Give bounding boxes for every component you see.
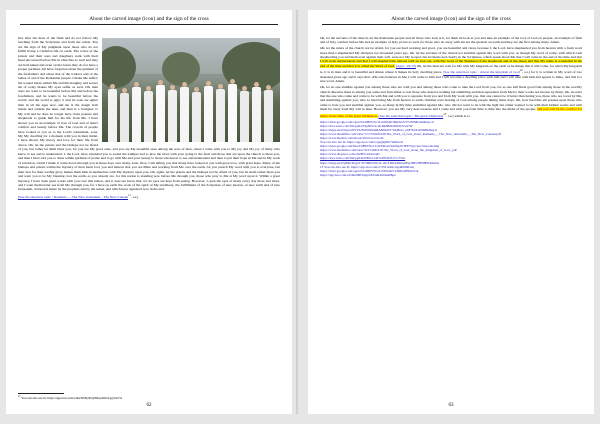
footnote-link[interactable]: https://www.mediafire.com/view/7cv572rmf1ddb/The_Word_of_God_about_Romania_-_The_New_Jerusalem_-_The_New_Canaan.pdf [320, 131, 501, 136]
footnote-marker: 13 [443, 111, 447, 116]
footnote [18, 395, 280, 400]
page-gutter [296, 10, 298, 414]
footnote-link[interactable]: https://drive.google.com/open?id=0B0VNo1LsWPknb3RKZnZvYVB5MUuk&usp=0 [320, 119, 434, 124]
see-reference [18, 193, 280, 200]
photo-person [156, 80, 165, 142]
scripture-reference[interactable]: (Apoc. 19:13) [395, 63, 416, 68]
footnote-link[interactable]: https://mega.nz/#!pBD1KQyY!105HR2rrNcsL-8GYDKZ4lDeuIEtq2BE2JHH8ERKhs9A [320, 160, 439, 165]
photo-person [144, 86, 153, 142]
paragraph-text: Oh, let no one stumble against you among those who are with you and among those who come to take the Lord from you, for as one still finds good fruit among those in the worldly church, likewise there is among you some bad fruit either to test those who deserve nothing but stumbling and then separation from Me by their works not known by many. Oh, in order that the one who came and come to be with Me and with you to separate from you and from My work with you, that one cannot be it better than hating you, those who are loved by Me, and stumbling against you, who so hard bring Me from heaven to earth, children sons bearing of God among people during these days. Oh, how hard this sin presses upon those who came to hate you and stumble against you, as many in My time stumbled against Me, who did not want to be with the light but rather wanted to be with their hidden works and with them far away from My will as man. However, you are My very dear treasure and I come and with you from time to time into the midst of the people, [320, 85, 582, 112]
footnote-link[interactable]: You can also see in: https://app.box.com/s/ajeglaj8427ndk3wzt [320, 140, 404, 145]
photo-person [120, 88, 129, 142]
footnote-link[interactable]: https://drive.google.com/file/d/0B0VNo1LsWPknaG5bnlSpdV3EEVIg/view?usp=sharing [320, 144, 440, 149]
photo-person [216, 84, 225, 142]
photo-tree [162, 52, 200, 86]
photo-person [132, 82, 141, 142]
footnote-link[interactable]: https://mega.nz/#!rbyxnXYYA!FeP0OhAIRA8N2dW7uK9bws_n6E7hbTOlSh8R4hQ-0 [320, 127, 437, 132]
page-header: About the carved image (icon) and the sign of the cross [391, 16, 511, 22]
footnote-link[interactable]: https://www.mediafire.com/view/3215/lx8r/L9f-7he_Word_of_God_about_the_Kingdom_of_God_.pdf [320, 148, 457, 153]
photo-tree [102, 46, 136, 88]
footnote-marker: 12 [519, 68, 523, 73]
footnote-link[interactable]: https://docs.zoho.com/file/pjm-bb5p6tf1a1c2b49e98e9a6261b5ced76c [320, 123, 414, 128]
paragraph-text: Oh, let the man not wait for Me with My kingdom on the earth as he things that it will come, for when My kingdom is, it is in man and it is beautiful and shines where it makes its holy dwelling place, [320, 63, 582, 75]
photo-person [168, 85, 177, 142]
footnote-link[interactable]: https://app.box.com/s/fz6ndt8tf32pip18rbn4l4w6m498pu [320, 172, 396, 177]
photo-person [108, 84, 117, 142]
header-rule [322, 24, 580, 25]
right-page [308, 10, 594, 414]
footnote-marker: 11 [128, 193, 131, 198]
footnote-link[interactable]: 13 You can also see in: https://app.box.com/s/7t531zd0o1ag4k0m9fadq [320, 164, 415, 169]
paragraph-text: , r.e.) for it is written in My word of two thousand years ago and it says that: «He who believes in Me, I will come to him and I will become a dwelling place with him and I will dine with him and appear to him», and this is a true word. Amen. [320, 70, 582, 84]
photo-person [252, 82, 261, 142]
page-number: 62 [146, 403, 152, 408]
left-page-body [18, 36, 280, 390]
right-page-body [320, 36, 582, 398]
page-number: 63 [448, 403, 454, 408]
photo-person [240, 86, 249, 142]
photo-person [180, 82, 189, 142]
footnote-number: 11 [18, 394, 21, 398]
photo-person [192, 87, 201, 142]
footnote-link[interactable]: https://docs.zoho.com/file/pp0d1n0651d1d47a3954fd517cc7541 [320, 156, 406, 161]
photo-person [264, 85, 273, 142]
left-page [6, 10, 292, 414]
highlighted-text: and you will be the comfort for many in the time of the great tribulation, [320, 107, 582, 118]
paragraph-text: , r.e.) which is to [446, 113, 470, 118]
header-rule [20, 24, 278, 25]
paragraph: live after the lusts of the flesh and do not follow My teaching from the Scriptures and from the saints. You are the sign of My judgment upon those who do not fulfill living a Christian life on earth. The wives of the priests and their sons and daughters walk with their head uncovered before Me in churches as well and they are half-naked and even on the bones they do not have a proper garment. All have forgotten about the garment of the forefathers and about that of the widows and of the ladies of old of the Romanian people. I make Me suffer; the wound burns within Me and this haughty and severe sin of today makes My eyes suffer as well. Oh, man does not want to be beautiful before Me and before the forefathers, and he wants to be beautiful before the world; and the world is ugly; it and its sons are uglier than in all the ages now, and sin is the dough both inside and outside the man, and man is a foreigner to My will and he does no longer have clean pasture and shepherds to guide him for his life from Me. I have shown you as an example of love of God and of man's comfort and beauty before Me. The crowds of people have looked at you as to the Lord's adornment, sons. My My dwelling for a moment with you in their midst, I have shown My mercy and love for their life from above. Oh, let the priests and the bishops not be afraid of you, but rather let them bless you, for you are My good ones, and you are My beautiful ones among the sons of men, when I come with you to My joy and My joy of many who know to see and to understand. I, the Lord, have extended you to sound the trumpet and to give the news with your going to the feast and those that are upon the church to bless you, and then I have told you to dress within garment of praise and to go with Me and your beauty to those who know to see and understand and then to put their hope in Me and in My work of salvation, which I make it come down through you in these days over many, sons. Now, I am telling you that many have looked at you with great love, with great hope. Many of the bishops and priests within the mystery of their heart love you and believe that you are Mine and working from Me over the earth, for you preach My word with you to everyone, but their fear for their earthly glory makes them hide in themselves with My mystery upon you. Oh, again, let the priests and the bishops not be afraid of you, but let them rather bless you and want you to be My blessing over the earth, as you already are, for this nation is standing now before Me through you, those who pray to Me at My word upon it. Within a great mystery, I have done great works with you over this nation, and it does not know that, for its eyes are kept from seeing. However, I open the eyes of many every day more and more, and I want them better see from Me through you, for I have on earth the work of the spirit of My testimony, the fulfillment of the Scriptures of new heaven, of new earth and of new Jerusalem, worked in times by the prophets and by the saints, and which have appeared now in the end. [18, 36, 280, 192]
page-header: About the carved image (icon) and the sign of the cross [89, 16, 209, 22]
footnote-links [320, 120, 582, 177]
paragraph: Oh, let the servants of the church, let the Romanian people and all those who look at it, let them all look at you and take an example of the love of God on people, an example of faith and of holy conduct before Me and an example of holy power as well, for those who do away with sin are the greatest on earth and they are the first among many. Amen. [320, 36, 582, 45]
footnote-link[interactable]: https://www.dropbox.com/s/9z8f2cxtbatrxpb/ [320, 152, 381, 157]
footnote-link[interactable]: https://www.hiaders.com/ebook/Word/wordcom [320, 135, 384, 140]
photo-person [204, 81, 213, 142]
paragraph-text: Oh, let the rulers of the church not be afraid, for you are hard working and good, you are beautiful and clean, because I, the Lord, have shepherded you from heaven with a fresh word more than I shepherded My disciples two thousand years ago. Oh, let the servants of the church not stumble against My word with you, as though My word of today, with which I am shepherding you and them even against their will, were not My Gospel, but let them read clearly in the Scriptures, which speak about Me that I will come in the end of the time and that [320, 46, 582, 59]
footnote-link[interactable]: https://drive.google.com/open?id=0B0VNo1LsWPknbVZJRIGIRNbUrUk [320, 168, 419, 173]
paragraph [320, 85, 582, 118]
photo-person [228, 79, 237, 142]
paragraph [320, 46, 582, 84]
footnote-text[interactable]: You can also see in: https://app.box.com/s/dk23fn8y5b9y8t9qa40tz3cgq5tlz7zs [21, 396, 123, 400]
selection-topic-link[interactable]: (See the selection topic : The great tribulation [378, 113, 444, 118]
selection-topic-link[interactable]: (See the selection topic : Romania — The New Jerusalem – The New Canaan [18, 195, 129, 200]
highlighted-text: I will work mysteriously and that I will shepherd the nations with an iron rod, with My word of the Shepherd of the shepherds and of the sheep and that My name is wonderful in the end of the time and that it is called the Word of God. [320, 59, 582, 68]
footnote-rule [18, 393, 64, 394]
reference-tail: , r.e.) [130, 195, 139, 200]
group-photo [102, 38, 280, 142]
selection-topic-link[interactable]: (See the selection topic : About the kingdom of God [443, 70, 520, 75]
